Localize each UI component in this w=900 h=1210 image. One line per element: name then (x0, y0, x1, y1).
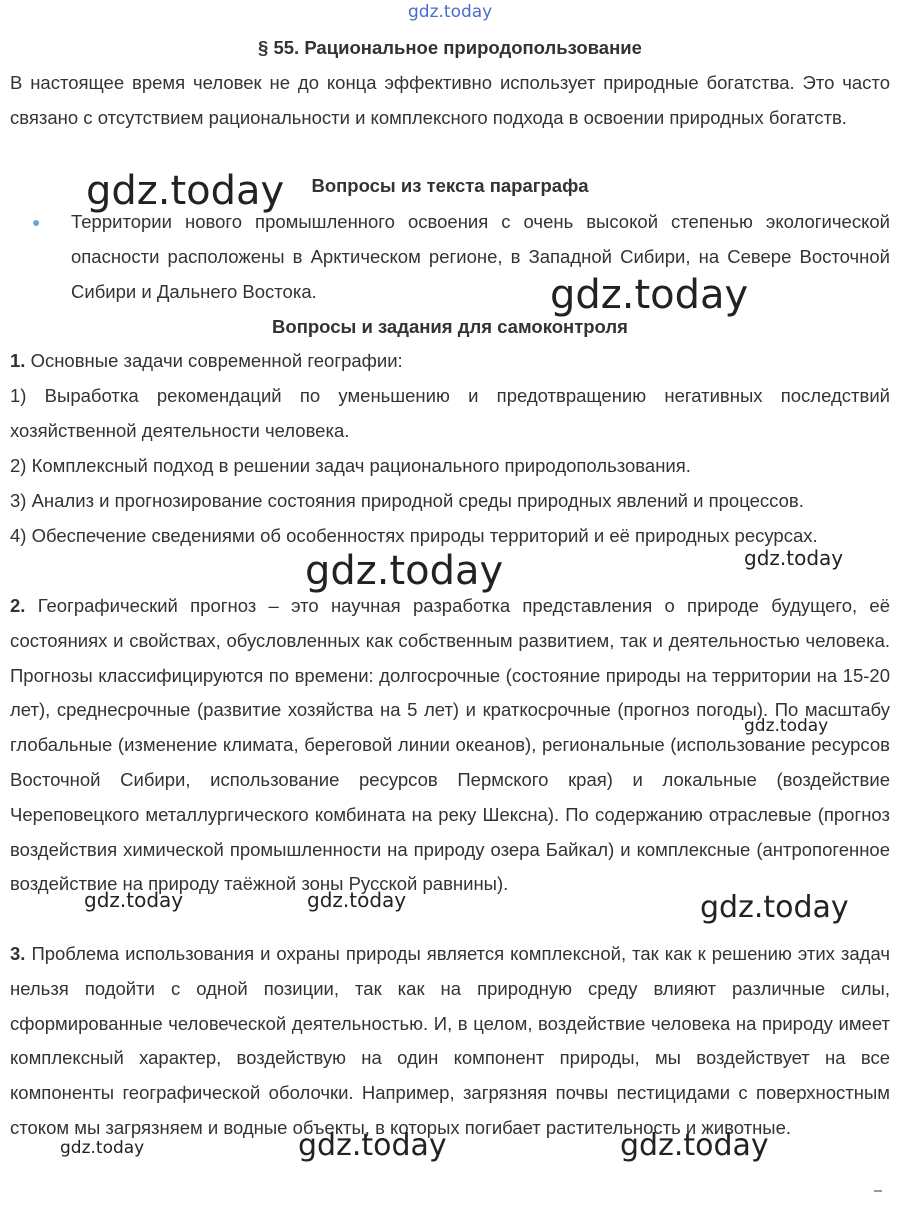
question-1-item-4: 4) Обеспечение сведениями об особенностях природы территорий и её природных ресурсах. (10, 525, 818, 546)
page-title: § 55. Рациональное природопользование (258, 37, 642, 58)
watermark: gdz.today (298, 1128, 447, 1163)
question-3-answer (10, 937, 890, 1146)
question-1-item-3: 3) Анализ и прогнозирование состояния природной среды природных явлений и процессов. (10, 490, 804, 511)
watermark: gdz.today (700, 890, 849, 925)
watermark: gdz.today (744, 546, 844, 570)
section-title-self-control: Вопросы и задания для самоконтроля (272, 316, 628, 337)
page-corner-mark (874, 1190, 882, 1192)
watermark: gdz.today (307, 888, 407, 912)
bullet-text: Территории нового промышленного освоения с очень высокой степенью экологической опасности расположены в Арктическом регионе, в Западной Сибири, на Севере Восточной Сибири и Дальнего Востока. (71, 211, 890, 302)
question-1-text: Основные задачи современной географии: (30, 350, 403, 371)
question-1-number: 1. (10, 350, 26, 371)
question-1-item-2: 2) Комплексный подход в решении задач рационального природопользования. (10, 455, 691, 476)
watermark: gdz.today (84, 888, 184, 912)
question-1-intro (10, 344, 890, 379)
question-1-item-1: 1) Выработка рекомендаций по уменьшению и предотвращению негативных последствий хозяйственной деятельности человека. (10, 385, 890, 441)
watermark: gdz.today (550, 272, 749, 318)
question-2-text: Географический прогноз – это научная разработка представления о природе будущего, её состояниях и свойствах, обусловленных как собственным развитием, так и деятельностью человека. Прогнозы классифицируются по времени: долгосрочные (состояние природы на территории на 15-20 лет), среднесрочные (развитие хозяйства на 5 лет) и краткосрочные (прогноз погоды). По масштабу глобальные (изменение климата, береговой линии океанов), региональные (использование ресурсов Восточной Сибири, использование ресурсов Пермского края) и локальные (воздействие Череповецкого металлургического комбината на реку Шексна). По содержанию отраслевые (прогноз воздействия химической промышленности на природу озера Байкал) и комплексные (антропогенное воздействие на природу таёжной зоны Русской равнины). (10, 595, 890, 895)
intro-paragraph: В настоящее время человек не до конца эффективно использует природные богатства. Это часто связано с отсутствием рациональности и комплексного подхода в освоении природных богатств. (10, 72, 890, 128)
question-2-number: 2. (10, 595, 26, 616)
watermark: gdz.today (86, 168, 285, 214)
question-2-answer (10, 589, 890, 902)
watermark: gdz.today (744, 716, 829, 736)
bullet-icon: ● (32, 214, 41, 230)
question-3-number: 3. (10, 943, 26, 964)
watermark: gdz.today (620, 1128, 769, 1163)
section-title-text-questions: Вопросы из текста параграфа (311, 175, 589, 196)
watermark: gdz.today (60, 1138, 145, 1158)
question-3-text: Проблема использования и охраны природы является комплексной, так как к решению этих задач нельзя подойти с одной позиции, так как на природную среду влияют различные силы, сформированные человеческой деятельностью. И, в целом, воздействие человека на природу имеет комплексный характер, воздействую на один компонент природы, мы воздействует на все компоненты географической оболочки. Например, загрязняя почвы пестицидами с поверхностным стоком мы загрязняем и водные объекты, в которых погибает растительность и животные. (10, 943, 890, 1138)
watermark: gdz.today (305, 548, 504, 594)
watermark-top: gdz.today (408, 2, 493, 22)
